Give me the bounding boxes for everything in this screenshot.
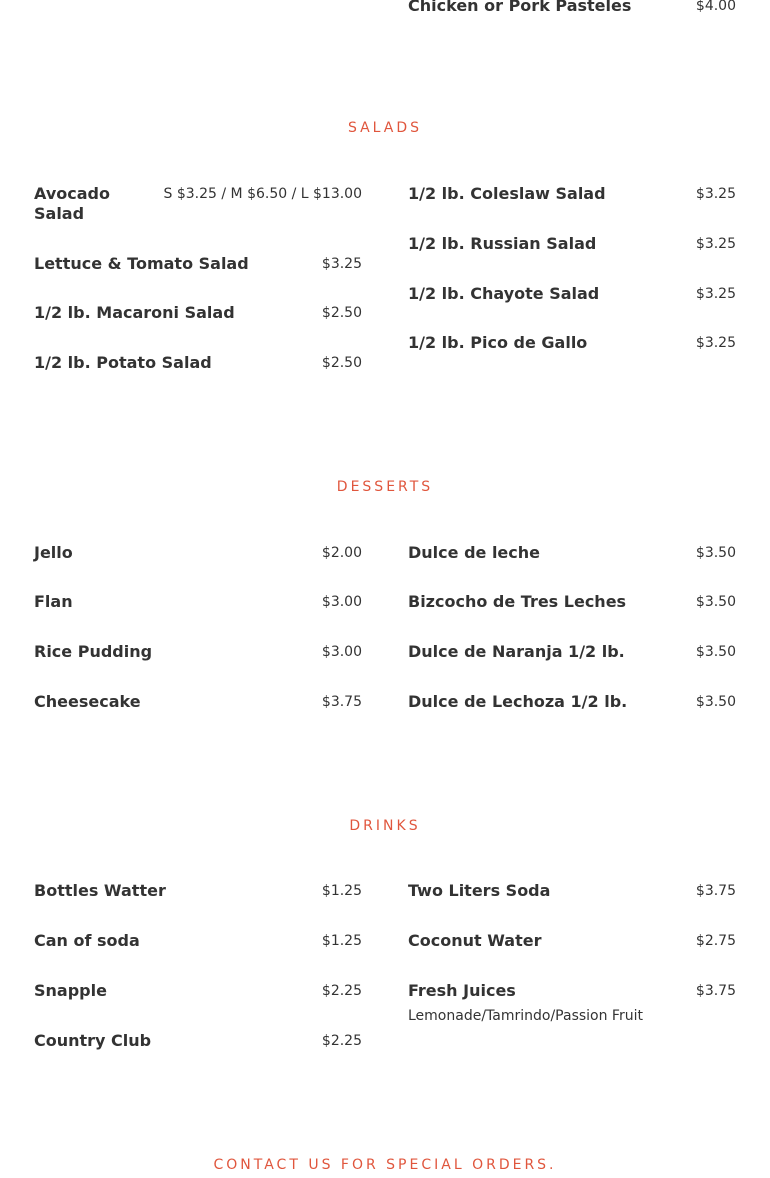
menu-item [34,981,362,1001]
menu-item [34,543,362,563]
menu-item-name: Dulce de Naranja 1/2 lb. [408,642,625,661]
menu-item-name: 1/2 lb. Russian Salad [408,234,597,253]
menu-item-name: Jello [34,543,73,562]
menu-item-price: $3.50 [695,594,736,610]
menu-item [408,881,736,901]
menu-item [34,1031,362,1051]
section-title-desserts: DESSERTS [336,479,434,495]
menu-item-price: $3.50 [695,644,736,660]
menu-item [408,184,736,204]
menu-item-price: $2.50 [321,305,362,321]
menu-item-price: $3.50 [695,694,736,710]
menu-item-price: $3.75 [695,883,736,899]
menu-item-name: Coconut Water [408,931,542,950]
menu-item [34,931,362,951]
menu-item [34,881,362,901]
menu-item [34,303,362,323]
menu-item-price: $3.00 [321,594,362,610]
menu-item-name: Bottles Watter [34,881,166,900]
menu-item-name: Dulce de leche [408,543,540,562]
section-title-salads: SALADS [347,120,423,136]
menu-item-price: $3.25 [695,186,736,202]
menu-item [408,284,736,304]
menu-item [34,642,362,662]
menu-item-price: $3.75 [321,694,362,710]
menu-item-name: Fresh Juices [408,981,516,1000]
menu-item [34,254,362,274]
menu-item [34,353,362,373]
menu-item-price: $2.00 [321,545,362,561]
menu-item [408,692,736,712]
menu-item-price: $3.50 [695,545,736,561]
menu-item-price: $3.25 [695,335,736,351]
menu-item-price: $3.25 [695,236,736,252]
menu-item [408,931,736,951]
menu-item-name: Country Club [34,1031,152,1050]
menu-item [408,642,736,662]
menu-item-price: $4.00 [695,0,736,14]
contact-cta: CONTACT US FOR SPECIAL ORDERS. [213,1157,557,1173]
menu-item-name: Lettuce & Tomato Salad [34,254,249,273]
menu-item-price: $3.75 [695,983,736,999]
menu-item-price: $3.25 [695,286,736,302]
menu-item-name: 1/2 lb. Chayote Salad [408,284,600,303]
menu-item-name: 1/2 lb. Macaroni Salad [34,303,235,322]
menu-item-name: Rice Pudding [34,642,153,661]
menu-item-name: Two Liters Soda [408,881,551,900]
menu-item-name: Snapple [34,981,107,1000]
menu-item [34,184,362,224]
menu-item-name: 1/2 lb. Coleslaw Salad [408,184,606,203]
menu-item [408,981,736,1025]
menu-item-price: $3.00 [321,644,362,660]
menu-item [34,592,362,612]
menu-item [408,543,736,563]
menu-item-name: Dulce de Lechoza 1/2 lb. [408,692,628,711]
menu-item [408,592,736,612]
menu-item-name: Avocado Salad [34,184,110,223]
menu-item [408,234,736,254]
menu-item-name: Chicken or Pork Pasteles [408,0,632,15]
menu-item-description: Lemonade/Tamrindo/Passion Fruit [408,1008,643,1024]
section-title-drinks: DRINKS [349,818,421,834]
menu-item-name: Bizcocho de Tres Leches [408,592,627,611]
menu-item-price: $2.50 [321,355,362,371]
menu-item-price: $2.25 [321,983,362,999]
menu-item-name: Cheesecake [34,692,141,711]
menu-item-name: 1/2 lb. Potato Salad [34,353,212,372]
menu-item-price: $2.25 [321,1033,362,1049]
menu-item-name: 1/2 lb. Pico de Gallo [408,333,588,352]
menu-item-name: Flan [34,592,73,611]
menu-item-price: $1.25 [321,883,362,899]
menu-item [408,333,736,353]
menu-item-name: Can of soda [34,931,140,950]
menu-item-price: $2.75 [695,933,736,949]
menu-item [34,692,362,712]
menu-item-pasteles [408,0,736,16]
menu-item-price: $3.25 [321,256,362,272]
menu-item-price: S $3.25 / M $6.50 / L $13.00 [163,186,362,202]
menu-item-price: $1.25 [321,933,362,949]
